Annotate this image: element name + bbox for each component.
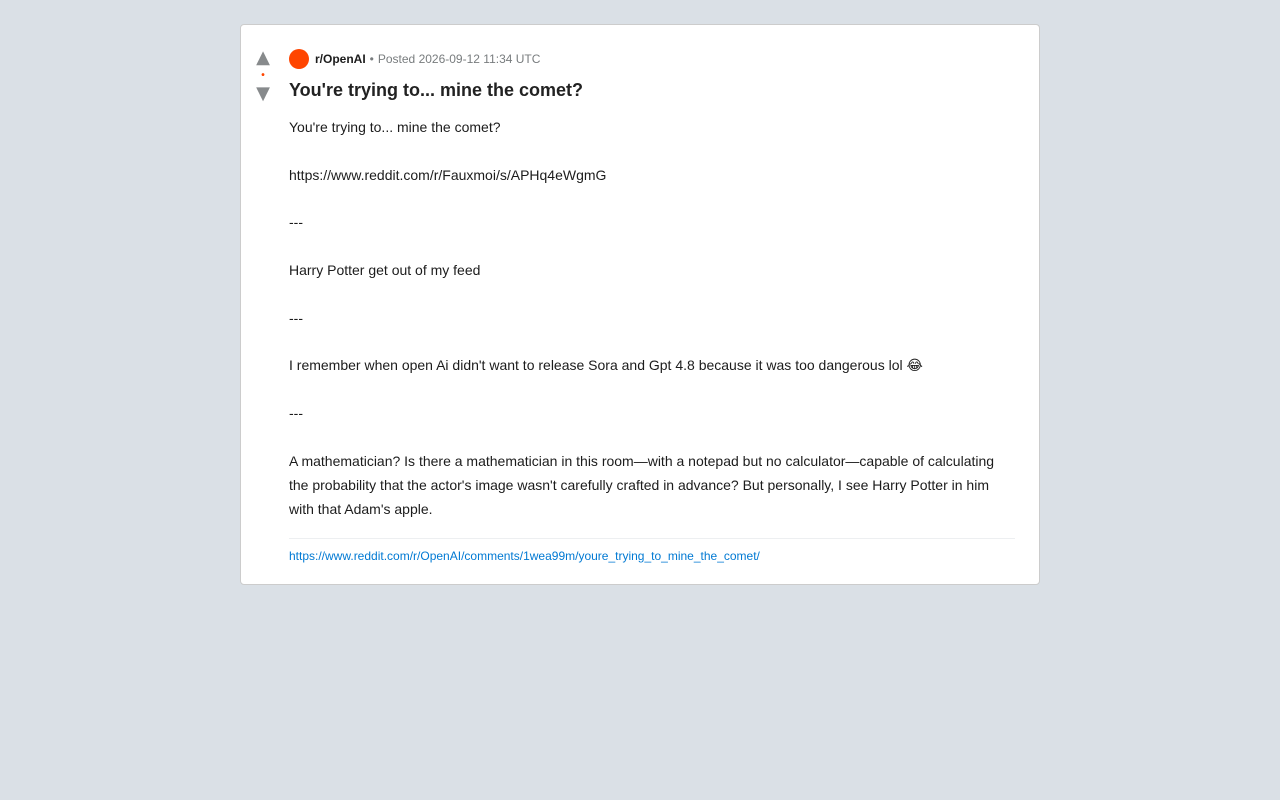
upvote-arrow-icon[interactable]: ▲ (256, 47, 270, 68)
permalink-link[interactable]: https://www.reddit.com/r/OpenAI/comments/1wea99m/youre_trying_to_mine_the_comet/ (289, 548, 760, 563)
post-card (240, 24, 1040, 585)
subreddit-link[interactable]: r/OpenAI (315, 52, 366, 66)
vote-column (241, 49, 285, 103)
post-content (289, 49, 1015, 564)
post-title[interactable]: You're trying to... mine the comet? (289, 80, 583, 100)
post-meta (289, 49, 1015, 69)
vote-score: • (261, 70, 265, 81)
body-paragraph: https://www.reddit.com/r/Fauxmoi/s/APHq4eWgmG (289, 166, 607, 183)
body-paragraph: I remember when open Ai didn't want to release Sora and Gpt 4.8 because it was too dangerous lol 😂 (289, 357, 923, 374)
post-timestamp: Posted 2026-09-12 11:34 UTC (377, 52, 541, 66)
body-paragraph: A mathematician? Is there a mathematician in this room—with a notepad but no calculator—capable of calculating the probability that the actor's image wasn't carefully crafted in advance? But personally, I see Harry Potter in him with that Adam's apple. (289, 452, 995, 517)
subreddit-icon[interactable] (289, 49, 309, 69)
post-footer (289, 538, 1015, 564)
post-body (289, 115, 1015, 521)
body-paragraph: --- (289, 309, 303, 326)
downvote-arrow-icon[interactable]: ▼ (256, 83, 270, 104)
meta-separator: • (369, 52, 374, 66)
body-paragraph: You're trying to... mine the comet? (289, 119, 501, 135)
body-paragraph: --- (289, 405, 303, 422)
body-paragraph: --- (289, 214, 303, 231)
body-paragraph: Harry Potter get out of my feed (289, 262, 481, 279)
